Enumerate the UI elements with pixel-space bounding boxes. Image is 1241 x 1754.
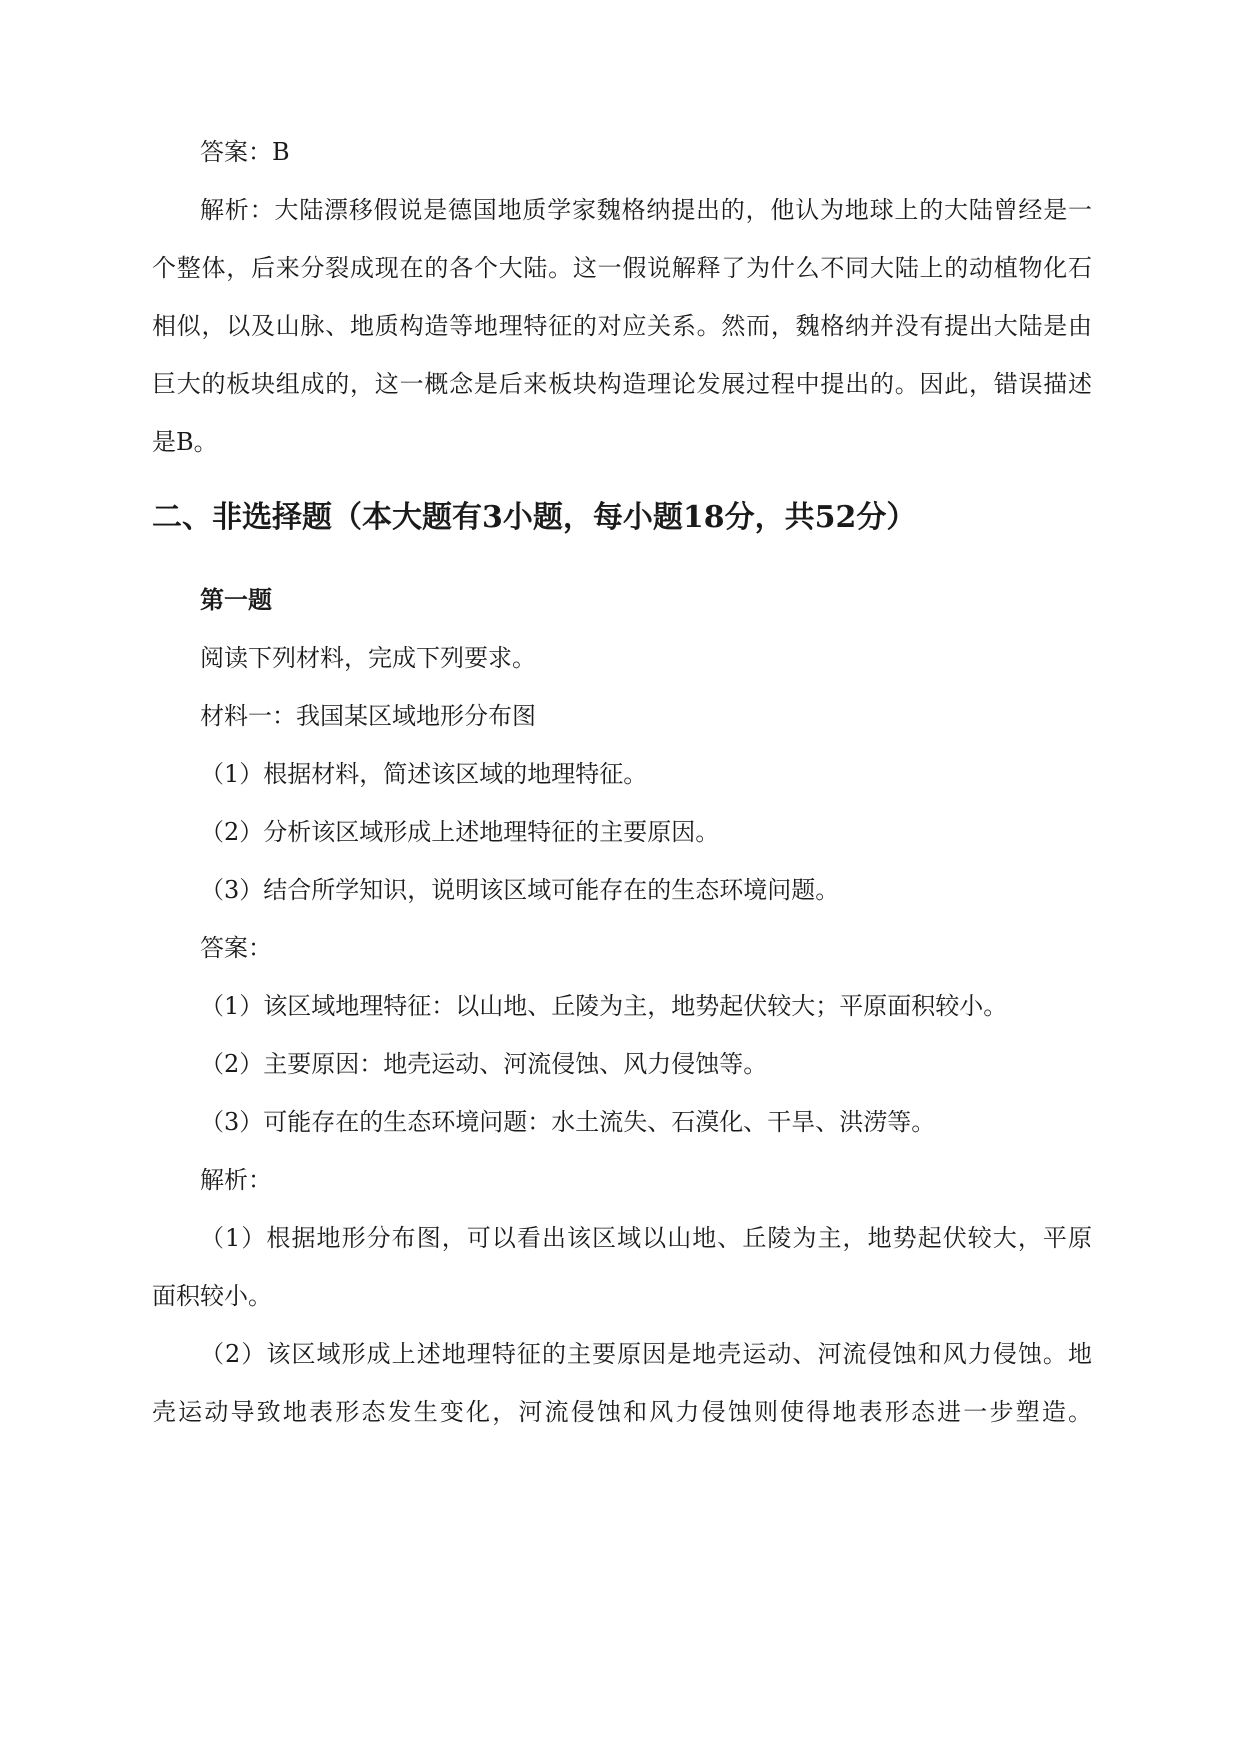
q1-analysis-line-1: （1）根据地形分布图，可以看出该区域以山地、丘陵为主，地势起伏较大，平原 [200, 1224, 1092, 1252]
sub-question-3: （3）结合所学知识，说明该区域可能存在的生态环境问题。 [200, 876, 840, 904]
answer-label: 答案： [200, 934, 272, 962]
sub-question-1: （1）根据材料，简述该区域的地理特征。 [200, 760, 648, 788]
q1-analysis-line-3: （2）该区域形成上述地理特征的主要原因是地壳运动、河流侵蚀和风力侵蚀。地 [200, 1340, 1092, 1368]
analysis-label: 解析： [200, 1166, 272, 1194]
analysis-line-1: 解析：大陆漂移假说是德国地质学家魏格纳提出的，他认为地球上的大陆曾经是一 [200, 196, 1092, 224]
section-title: 二、非选择题（本大题有3小题，每小题18分，共52分） [152, 500, 917, 535]
analysis-line-4: 巨大的板块组成的，这一概念是后来板块构造理论发展过程中提出的。因此，错误描述 [152, 370, 1092, 398]
material-caption: 材料一：我国某区域地形分布图 [200, 702, 536, 730]
analysis-line-3: 相似，以及山脉、地质构造等地理特征的对应关系。然而，魏格纳并没有提出大陆是由 [152, 312, 1092, 340]
document-page [152, 0, 1092, 1754]
question-prompt: 阅读下列材料，完成下列要求。 [200, 644, 536, 672]
analysis-line-5: 是B。 [152, 428, 218, 456]
q1-analysis-line-2: 面积较小。 [152, 1282, 272, 1310]
answer-2: （2）主要原因：地壳运动、河流侵蚀、风力侵蚀等。 [200, 1050, 768, 1078]
sub-question-2: （2）分析该区域形成上述地理特征的主要原因。 [200, 818, 720, 846]
answer-text: 答案：B [200, 138, 290, 166]
question-heading: 第一题 [200, 585, 272, 614]
answer-1: （1）该区域地理特征：以山地、丘陵为主，地势起伏较大；平原面积较小。 [200, 992, 1008, 1020]
analysis-line-2: 个整体，后来分裂成现在的各个大陆。这一假说解释了为什么不同大陆上的动植物化石 [152, 254, 1092, 282]
q1-analysis-line-4: 壳运动导致地表形态发生变化，河流侵蚀和风力侵蚀则使得地表形态进一步塑造。 [152, 1398, 1092, 1426]
answer-3: （3）可能存在的生态环境问题：水土流失、石漠化、干旱、洪涝等。 [200, 1108, 936, 1136]
